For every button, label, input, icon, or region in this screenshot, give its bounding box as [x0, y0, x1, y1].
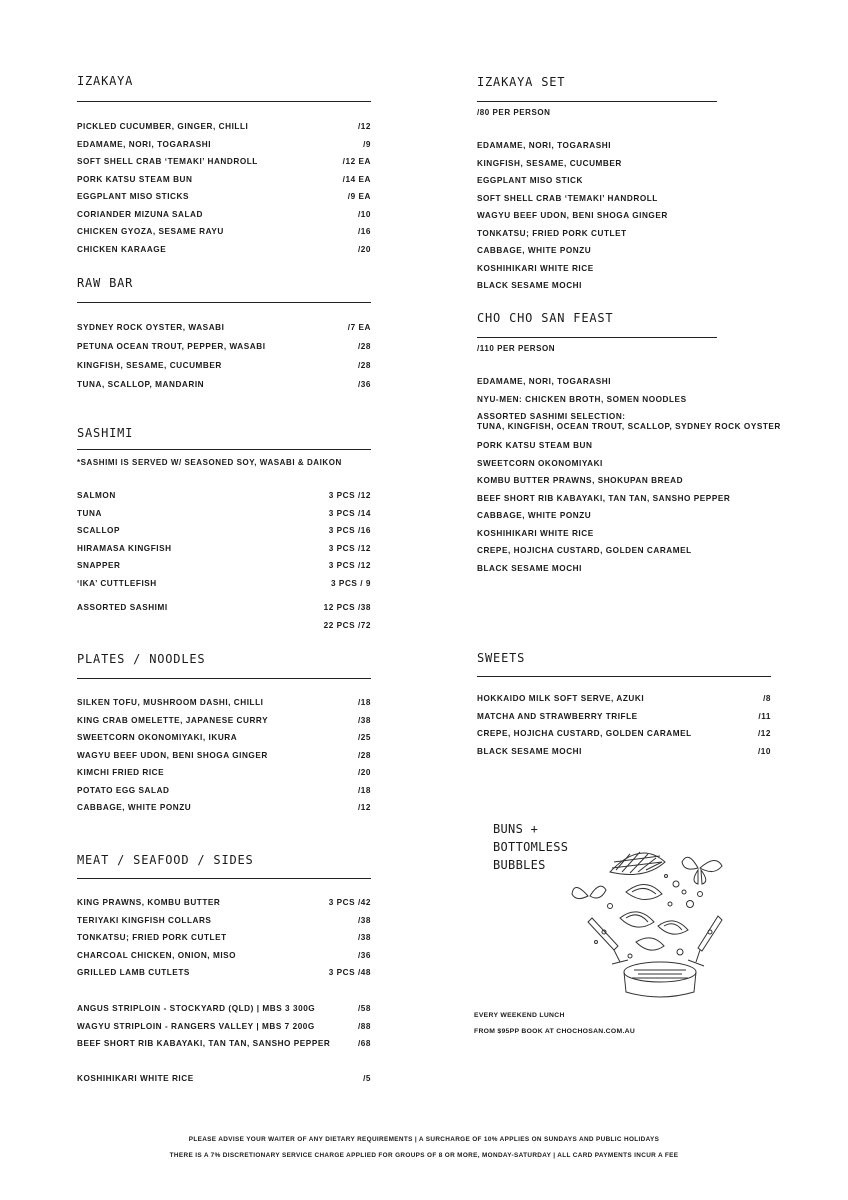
menu-item: [77, 524, 371, 538]
item-name: EDAMAME, NORI, TOGARASHI: [77, 139, 212, 149]
item-price: /38: [357, 933, 371, 942]
item-price: /88: [357, 1021, 371, 1031]
item-name: SYDNEY ROCK OYSTER, WASABI: [77, 323, 225, 332]
menu-item: [77, 225, 371, 239]
section-title: CHO CHO SAN FEAST: [477, 311, 614, 325]
item-name: SOFT SHELL CRAB ‘TEMAKI’ HANDROLL: [77, 157, 258, 166]
item-name: SILKEN TOFU, MUSHROOM DASHI, CHILLI: [77, 698, 264, 707]
item-price: 3 PCS /12: [328, 561, 371, 570]
menu-item-extra-price: [77, 619, 371, 633]
menu-item: EGGPLANT MISO STICK: [477, 176, 583, 185]
item-price: 3 PCS /42: [328, 898, 371, 907]
item-price: 12 PCS /38: [323, 603, 371, 612]
item-price: /36: [357, 380, 371, 389]
menu-item: SOFT SHELL CRAB ‘TEMAKI’ HANDROLL: [477, 193, 658, 203]
menu-item: [77, 949, 371, 963]
menu-item: BLACK SESAME MOCHI: [477, 563, 582, 573]
menu-item: [77, 138, 371, 152]
item-name: HOKKAIDO MILK SOFT SERVE, AZUKI: [477, 694, 645, 703]
promo-headline: [493, 820, 568, 874]
menu-item: [77, 1002, 371, 1016]
item-price: 3 PCS /12: [328, 543, 371, 553]
menu-item: [477, 412, 797, 434]
item-price: /14 EA: [342, 174, 371, 184]
item-name: CORIANDER MIZUNA SALAD: [77, 209, 203, 219]
promo-booking: FROM $95PP BOOK AT CHOCHOSAN.COM.AU: [474, 1028, 636, 1035]
menu-item: KOSHIHIKARI WHITE RICE: [477, 263, 594, 273]
item-name: KING CRAB OMELETTE, JAPANESE CURRY: [77, 715, 269, 725]
item-price: /68: [357, 1039, 371, 1048]
menu-item: [77, 489, 371, 503]
item-price: /25: [357, 733, 371, 742]
item-name: PICKLED CUCUMBER, GINGER, CHILLI: [77, 122, 249, 131]
menu-item: BEEF SHORT RIB KABAYAKI, TAN TAN, SANSHO PEPPER: [477, 493, 731, 503]
item-price: /11: [758, 711, 771, 721]
bowl-icon: [624, 962, 696, 997]
item-name: SNAPPER: [77, 561, 121, 570]
butterfly-icon: [572, 886, 606, 898]
item-price: /20: [357, 768, 371, 777]
section-divider: [77, 302, 371, 303]
menu-item: [77, 577, 371, 591]
menu-item: [77, 190, 371, 204]
item-price: /28: [357, 342, 371, 351]
menu-item: BLACK SESAME MOCHI: [477, 281, 582, 290]
item-price: /5: [363, 1074, 371, 1083]
item-price: /18: [357, 698, 371, 707]
menu-item: [77, 378, 371, 392]
item-price: /10: [357, 209, 371, 219]
item-price: /16: [357, 227, 371, 236]
item-name: PORK KATSU STEAM BUN: [77, 174, 193, 184]
menu-item: CREPE, HOJICHA CUSTARD, GOLDEN CARAMEL: [477, 546, 692, 555]
item-name: PETUNA OCEAN TROUT, PEPPER, WASABI: [77, 342, 266, 351]
item-price: 3 PCS / 9: [331, 578, 371, 588]
izakaya-section: [77, 74, 371, 264]
item-name: TONKATSU; FRIED PORK CUTLET: [77, 933, 227, 942]
item-name: SALMON: [77, 491, 116, 500]
menu-item: [477, 710, 771, 724]
item-name: CABBAGE, WHITE PONZU: [77, 803, 192, 812]
item-price: /9 EA: [347, 192, 371, 201]
menu-item: [477, 745, 771, 759]
butterfly-icon: [682, 857, 722, 884]
menu-item: [77, 542, 371, 556]
item-name: ANGUS STRIPLOIN - STOCKYARD (QLD) | MBS 3 300G: [77, 1004, 316, 1013]
menu-item: [77, 359, 371, 373]
item-price: /12 EA: [342, 157, 371, 166]
section-divider: [477, 101, 717, 102]
item-price: 3 PCS /14: [328, 508, 371, 518]
sweets-section: [477, 651, 771, 761]
item-name: KOSHIHIKARI WHITE RICE: [77, 1074, 194, 1083]
section-divider: [77, 101, 371, 102]
item-name: CHARCOAL CHICKEN, ONION, MISO: [77, 950, 237, 960]
menu-item: [77, 931, 371, 945]
item-price: /10: [757, 746, 771, 756]
menu-item: KOMBU BUTTER PRAWNS, SHOKUPAN BREAD: [477, 476, 684, 485]
item-price: /18: [357, 785, 371, 795]
item-name: CREPE, HOJICHA CUSTARD, GOLDEN CARAMEL: [477, 729, 692, 738]
menu-item: [77, 784, 371, 798]
menu-item: [77, 173, 371, 187]
item-name: SCALLOP: [77, 526, 120, 535]
glass-icon: [588, 916, 722, 966]
section-title: RAW BAR: [77, 276, 134, 290]
item-name: TUNA, SCALLOP, MANDARIN: [77, 380, 205, 389]
item-name: KIMCHI FRIED RICE: [77, 768, 165, 777]
menu-item: EDAMAME, NORI, TOGARASHI: [477, 141, 612, 150]
menu-item: [77, 601, 371, 615]
item-price: /58: [357, 1004, 371, 1013]
buns-bubbles-illustration: [570, 832, 750, 1002]
item-name: CHICKEN GYOZA, SESAME RAYU: [77, 227, 224, 236]
item-price: /12: [757, 729, 771, 738]
menu-item: TONKATSU; FRIED PORK CUTLET: [477, 228, 627, 238]
menu-item: [77, 714, 371, 728]
menu-item: [77, 1020, 371, 1034]
menu-item: [77, 321, 371, 335]
item-name: POTATO EGG SALAD: [77, 785, 170, 795]
item-price: /8: [763, 694, 771, 703]
menu-item: [77, 914, 371, 928]
section-divider: [77, 449, 371, 450]
section-title: IZAKAYA: [77, 74, 134, 88]
item-name: EGGPLANT MISO STICKS: [77, 192, 189, 201]
item-name: MATCHA AND STRAWBERRY TRIFLE: [477, 711, 638, 721]
menu-item: WAGYU BEEF UDON, BENI SHOGA GINGER: [477, 211, 668, 220]
menu-item: [77, 243, 371, 257]
bun-icon: [620, 884, 688, 950]
promo-line: BUNS +: [493, 822, 539, 836]
set-price: /80 PER PERSON: [477, 108, 551, 117]
menu-item: NYU-MEN: CHICKEN BROTH, SOMEN NOODLES: [477, 394, 687, 404]
section-divider: [77, 678, 371, 679]
menu-item: CABBAGE, WHITE PONZU: [477, 246, 592, 255]
menu-item: SWEETCORN OKONOMIYAKI: [477, 458, 603, 468]
menu-item: [77, 559, 371, 573]
raw-bar-section: [77, 276, 371, 396]
item-price: /28: [357, 750, 371, 760]
item-name: KING PRAWNS, KOMBU BUTTER: [77, 898, 221, 907]
menu-item: [77, 1037, 371, 1051]
item-price: /28: [357, 361, 371, 370]
item-price: /9: [363, 139, 371, 149]
menu-item: [77, 801, 371, 815]
item-name: ASSORTED SASHIMI: [77, 603, 168, 612]
bun-icon: [610, 852, 665, 874]
footer-line: PLEASE ADVISE YOUR WAITER OF ANY DIETARY REQUIREMENTS | A SURCHARGE OF 10% APPLIES ON SUNDAYS AND PUBLIC HOLIDAYS: [188, 1136, 660, 1143]
feast-section: [477, 311, 797, 581]
menu-item: [477, 692, 771, 706]
menu-item: [77, 208, 371, 222]
plates-section: [77, 652, 371, 822]
item-name: TUNA: [77, 508, 102, 518]
footer-line: THERE IS A 7% DISCRETIONARY SERVICE CHARGE APPLIED FOR GROUPS OF 8 OR MORE, MONDAY-SATURDAY | ALL CARD PAYMENTS INCUR A FEE: [169, 1152, 679, 1159]
item-price: 3 PCS /16: [328, 526, 371, 535]
item-price: 3 PCS /12: [328, 491, 371, 500]
item-price: 22 PCS /72: [323, 621, 371, 630]
menu-item: [77, 1072, 371, 1086]
menu-item: [77, 507, 371, 521]
promo-block: [472, 818, 772, 1043]
sashimi-note: *SASHIMI IS SERVED W/ SEASONED SOY, WASABI & DAIKON: [77, 458, 342, 467]
item-name: SWEETCORN OKONOMIYAKI, IKURA: [77, 733, 238, 742]
section-divider: [477, 337, 717, 338]
menu-item: KINGFISH, SESAME, CUCUMBER: [477, 158, 622, 168]
item-price: /20: [357, 244, 371, 254]
item-name: KINGFISH, SESAME, CUCUMBER: [77, 361, 222, 370]
menu-item: [77, 966, 371, 980]
section-title: PLATES / NOODLES: [77, 652, 206, 666]
menu-item: [477, 727, 771, 741]
section-title: IZAKAYA SET: [477, 75, 566, 89]
item-name: ‘IKA’ CUTTLEFISH: [77, 578, 157, 588]
menu-item: [77, 696, 371, 710]
izakaya-set-section: [477, 75, 771, 295]
item-price: /36: [357, 950, 371, 960]
section-divider: [77, 878, 371, 879]
item-name: CHICKEN KARAAGE: [77, 244, 167, 254]
item-detail: TUNA, KINGFISH, OCEAN TROUT, SCALLOP, SYDNEY ROCK OYSTER: [477, 422, 781, 431]
promo-line: BUBBLES: [493, 858, 546, 872]
menu-item: [77, 766, 371, 780]
item-name: HIRAMASA KINGFISH: [77, 543, 172, 553]
menu-item: KOSHIHIKARI WHITE RICE: [477, 528, 594, 538]
item-name: WAGYU STRIPLOIN - RANGERS VALLEY | MBS 7 200G: [77, 1021, 315, 1031]
section-divider: [477, 676, 771, 677]
item-price: /12: [357, 122, 371, 131]
meat-section: [77, 853, 371, 1093]
promo-subtext: EVERY WEEKEND LUNCH: [474, 1012, 565, 1019]
feast-price: /110 PER PERSON: [477, 344, 556, 353]
item-name: GRILLED LAMB CUTLETS: [77, 968, 190, 977]
section-title: MEAT / SEAFOOD / SIDES: [77, 853, 254, 867]
section-title: SASHIMI: [77, 426, 134, 440]
item-price: /12: [357, 803, 371, 812]
item-name: BEEF SHORT RIB KABAYAKI, TAN TAN, SANSHO PEPPER: [77, 1039, 331, 1048]
menu-item: [77, 340, 371, 354]
menu-item: [77, 731, 371, 745]
menu-item: [77, 155, 371, 169]
item-name: BLACK SESAME MOCHI: [477, 746, 582, 756]
menu-item: CABBAGE, WHITE PONZU: [477, 511, 592, 520]
menu-item: [77, 120, 371, 134]
sashimi-section: [77, 426, 371, 636]
menu-item: PORK KATSU STEAM BUN: [477, 441, 593, 450]
menu-item: [77, 749, 371, 763]
item-price: /38: [357, 915, 371, 925]
item-name: TERIYAKI KINGFISH COLLARS: [77, 915, 212, 925]
item-price: /38: [357, 715, 371, 725]
item-name: ASSORTED SASHIMI SELECTION:: [477, 412, 626, 421]
item-name: WAGYU BEEF UDON, BENI SHOGA GINGER: [77, 750, 268, 760]
item-price: 3 PCS /48: [328, 968, 371, 977]
menu-item: [77, 896, 371, 910]
item-price: /7 EA: [347, 323, 371, 332]
section-title: SWEETS: [477, 651, 526, 665]
promo-line: BOTTOMLESS: [493, 840, 569, 854]
menu-item: EDAMAME, NORI, TOGARASHI: [477, 377, 612, 386]
